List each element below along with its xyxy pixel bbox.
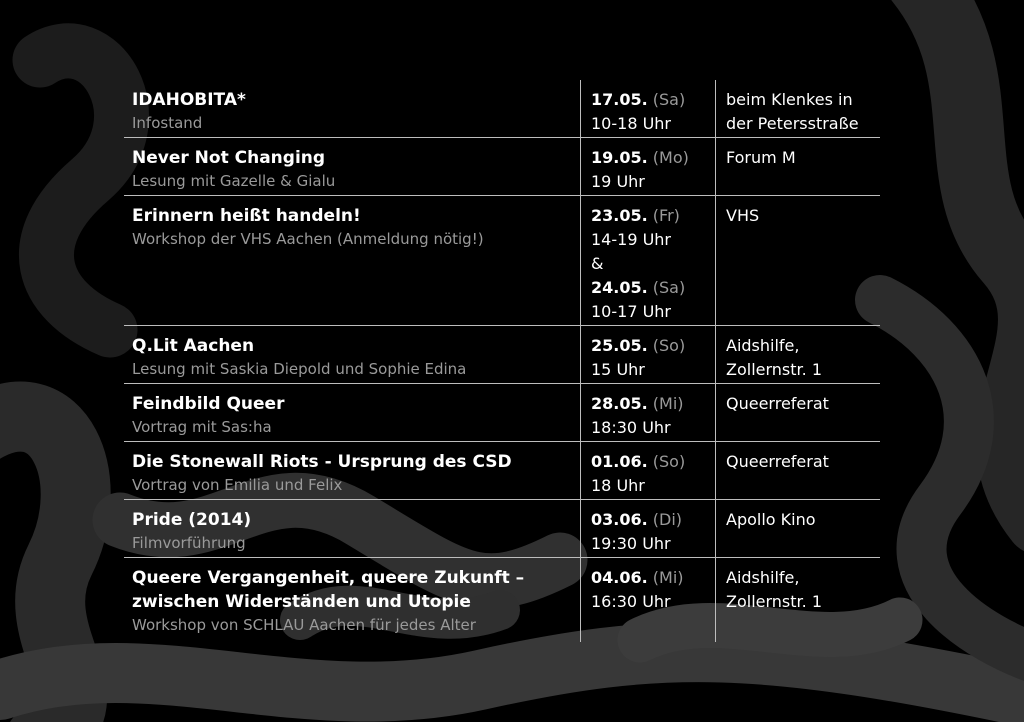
event-weekday: (Di) (652, 510, 683, 529)
event-date-line (591, 508, 705, 532)
event-place: der Petersstraße (726, 114, 859, 133)
event-date-line (591, 392, 705, 416)
event-date-line (591, 146, 705, 170)
event-title-cell (124, 500, 580, 557)
event-subtitle: Vortrag mit Sas:ha (132, 418, 272, 436)
event-title: IDAHOBITA* (132, 90, 246, 110)
event-weekday: (Fr) (652, 206, 680, 225)
event-place-cell (716, 196, 880, 325)
event-place-cell (716, 326, 880, 383)
event-date: 25.05. (591, 336, 648, 355)
event-weekday: (So) (652, 336, 686, 355)
event-time: 14-19 Uhr (591, 230, 672, 249)
event-place: Zollernstr. 1 (726, 360, 822, 379)
event-date-line (591, 566, 705, 590)
event-place-cell (716, 500, 880, 557)
event-time: 16:30 Uhr (591, 592, 671, 611)
event-place-cell (716, 558, 880, 642)
event-place: beim Klenkes in (726, 90, 853, 109)
event-date-line (591, 276, 705, 300)
date-joiner: & (591, 254, 604, 273)
event-title: Queere Vergangenheit, queere Zukunft – (132, 568, 525, 588)
event-row (124, 500, 880, 558)
event-date-line (591, 88, 705, 112)
event-date: 23.05. (591, 206, 648, 225)
event-date-line (591, 334, 705, 358)
event-row (124, 326, 880, 384)
event-weekday: (Mo) (652, 148, 689, 167)
event-place: Aidshilfe, (726, 336, 800, 355)
event-subtitle: Lesung mit Gazelle & Gialu (132, 172, 336, 190)
event-row (124, 558, 880, 642)
event-title: Never Not Changing (132, 148, 326, 168)
event-subtitle: Infostand (132, 114, 203, 132)
event-date-cell (580, 558, 716, 642)
event-place: Forum M (726, 148, 796, 167)
event-time: 18 Uhr (591, 476, 645, 495)
event-time: 19:30 Uhr (591, 534, 671, 553)
event-date: 01.06. (591, 452, 648, 471)
event-time: 10-18 Uhr (591, 114, 672, 133)
event-date-cell (580, 80, 716, 137)
event-place: Zollernstr. 1 (726, 592, 822, 611)
event-date: 17.05. (591, 90, 648, 109)
event-date-line (591, 204, 705, 228)
event-subtitle: Workshop der VHS Aachen (Anmeldung nötig!) (132, 230, 484, 248)
event-title: Pride (2014) (132, 510, 252, 530)
event-title-cell (124, 326, 580, 383)
event-date: 19.05. (591, 148, 648, 167)
event-place: Apollo Kino (726, 510, 816, 529)
event-place: Aidshilfe, (726, 568, 800, 587)
event-weekday: (Mi) (652, 394, 684, 413)
event-place-cell (716, 442, 880, 499)
event-schedule-table (124, 80, 880, 642)
event-date-cell (580, 500, 716, 557)
event-subtitle: Filmvorführung (132, 534, 246, 552)
event-time: 15 Uhr (591, 360, 645, 379)
event-date: 04.06. (591, 568, 648, 587)
event-date-cell (580, 138, 716, 195)
event-time: 10-17 Uhr (591, 302, 672, 321)
event-date-cell (580, 326, 716, 383)
event-row (124, 80, 880, 138)
event-date: 24.05. (591, 278, 648, 297)
event-place-cell (716, 384, 880, 441)
event-title: zwischen Widerständen und Utopie (132, 592, 471, 612)
event-subtitle: Lesung mit Saskia Diepold und Sophie Edina (132, 360, 467, 378)
event-subtitle: Vortrag von Emilia und Felix (132, 476, 343, 494)
event-title: Die Stonewall Riots - Ursprung des CSD (132, 452, 512, 472)
event-title-cell (124, 80, 580, 137)
event-row (124, 196, 880, 326)
event-weekday: (Sa) (652, 278, 686, 297)
event-date: 03.06. (591, 510, 648, 529)
event-time: 18:30 Uhr (591, 418, 671, 437)
event-date: 28.05. (591, 394, 648, 413)
event-title: Erinnern heißt handeln! (132, 206, 361, 226)
event-title: Q.Lit Aachen (132, 336, 255, 356)
event-place-cell (716, 138, 880, 195)
event-title-cell (124, 384, 580, 441)
event-title: Feindbild Queer (132, 394, 285, 414)
event-title-cell (124, 558, 580, 642)
event-place: Queerreferat (726, 394, 829, 413)
event-date-line (591, 450, 705, 474)
event-weekday: (Sa) (652, 90, 686, 109)
event-row (124, 442, 880, 500)
event-place: Queerreferat (726, 452, 829, 471)
event-row (124, 384, 880, 442)
event-title-cell (124, 138, 580, 195)
event-weekday: (Mi) (652, 568, 684, 587)
event-title-cell (124, 442, 580, 499)
event-date-cell (580, 384, 716, 441)
event-date-cell (580, 442, 716, 499)
event-place-cell (716, 80, 880, 137)
event-weekday: (So) (652, 452, 686, 471)
event-time: 19 Uhr (591, 172, 645, 191)
event-place: VHS (726, 206, 760, 225)
event-title-cell (124, 196, 580, 325)
event-date-cell (580, 196, 716, 325)
event-row (124, 138, 880, 196)
event-subtitle: Workshop von SCHLAU Aachen für jedes Alter (132, 616, 476, 634)
